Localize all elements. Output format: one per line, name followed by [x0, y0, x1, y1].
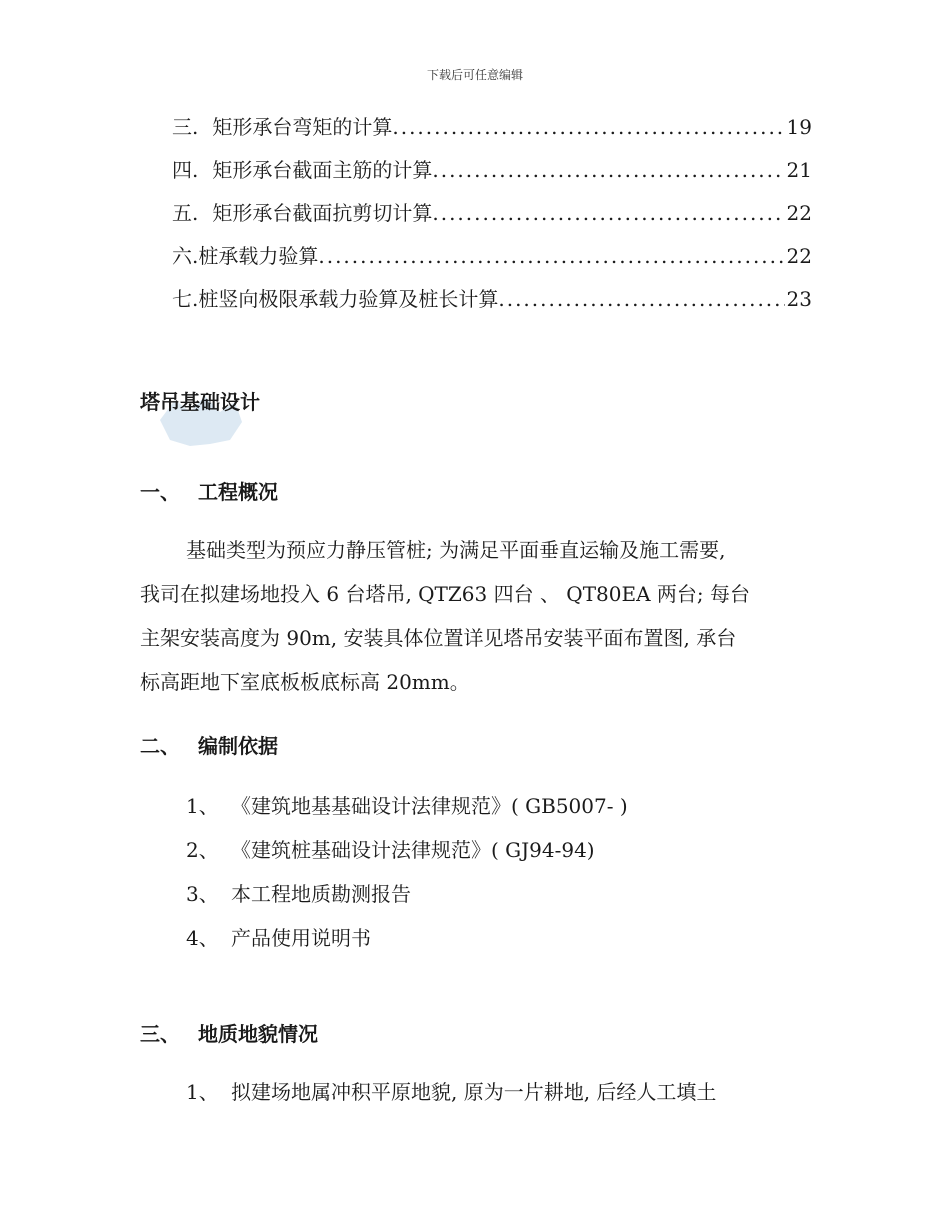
list-item-number: 3、	[186, 882, 219, 906]
toc-entry-number: 四.	[172, 158, 199, 182]
toc-leader-dots	[318, 239, 784, 273]
toc-entry[interactable]	[172, 153, 812, 196]
list-item-number: 1、	[186, 1080, 219, 1104]
toc-entry-page: 19	[786, 115, 812, 139]
list-item-number: 2、	[186, 838, 219, 862]
toc-entry-number: 三.	[172, 115, 199, 139]
section-heading-basis	[140, 730, 278, 759]
section-heading-geology	[140, 1018, 318, 1047]
toc-leader-dots	[432, 153, 784, 187]
toc-leader-dots	[432, 196, 784, 230]
list-item	[186, 872, 628, 916]
document-title: 塔吊基础设计	[140, 390, 260, 414]
section-title: 地质地貌情况	[198, 1022, 318, 1046]
section-number: 一、	[140, 480, 180, 504]
toc-entry-page: 22	[786, 244, 812, 268]
toc-entry[interactable]	[172, 196, 812, 239]
list-item-number: 4、	[186, 926, 219, 950]
list-item-text: 本工程地质勘测报告	[231, 882, 411, 906]
toc-leader-dots	[392, 110, 784, 144]
list-item-text: 产品使用说明书	[231, 926, 371, 950]
toc-entry-title: 矩形承台弯矩的计算	[212, 115, 393, 139]
toc-entry[interactable]	[172, 282, 812, 325]
toc-entry-number: 六.	[172, 244, 199, 268]
paragraph-line: 主架安装高度为 90m, 安装具体位置详见塔吊安装平面布置图, 承台	[140, 626, 737, 650]
list-item	[186, 784, 628, 828]
toc-entry-title: 矩形承台截面主筋的计算	[212, 158, 433, 182]
list-item	[186, 828, 628, 872]
toc-leader-dots	[498, 282, 784, 316]
section-number: 二、	[140, 734, 180, 758]
toc-entry[interactable]	[172, 239, 812, 282]
list-item-text: 拟建场地属冲积平原地貌, 原为一片耕地, 后经人工填土	[231, 1080, 717, 1104]
section-title: 工程概况	[198, 480, 278, 504]
reference-list	[186, 784, 628, 960]
list-item-number: 1、	[186, 794, 219, 818]
table-of-contents	[172, 110, 812, 325]
toc-entry-number: 五.	[172, 201, 199, 225]
overview-paragraph	[140, 528, 810, 704]
header-note: 下载后可任意编辑	[426, 68, 523, 82]
list-item	[186, 1076, 816, 1105]
section-heading-overview	[140, 476, 278, 505]
toc-entry-title: 矩形承台截面抗剪切计算	[212, 201, 433, 225]
list-item-text: 《建筑地基基础设计法律规范》( GB5007- )	[231, 794, 628, 818]
paragraph-line: 标高距地下室底板板底标高 20mm。	[140, 670, 470, 694]
toc-entry-page: 22	[786, 201, 812, 225]
section-title: 编制依据	[198, 734, 278, 758]
toc-entry-page: 23	[786, 287, 812, 311]
toc-entry-number: 七.	[172, 287, 199, 311]
toc-entry-title: 桩承载力验算	[198, 244, 319, 268]
paragraph-line: 我司在拟建场地投入 6 台塔吊, QTZ63 四台 、 QT80EA 两台; 每台	[140, 582, 750, 606]
toc-entry-title: 桩竖向极限承载力验算及桩长计算	[198, 287, 499, 311]
list-item-text: 《建筑桩基础设计法律规范》( GJ94-94)	[231, 838, 595, 862]
section-number: 三、	[140, 1022, 180, 1046]
toc-entry-page: 21	[786, 158, 812, 182]
list-item	[186, 916, 628, 960]
toc-entry[interactable]	[172, 110, 812, 153]
paragraph-line: 基础类型为预应力静压管桩; 为满足平面垂直运输及施工需要,	[186, 538, 726, 562]
